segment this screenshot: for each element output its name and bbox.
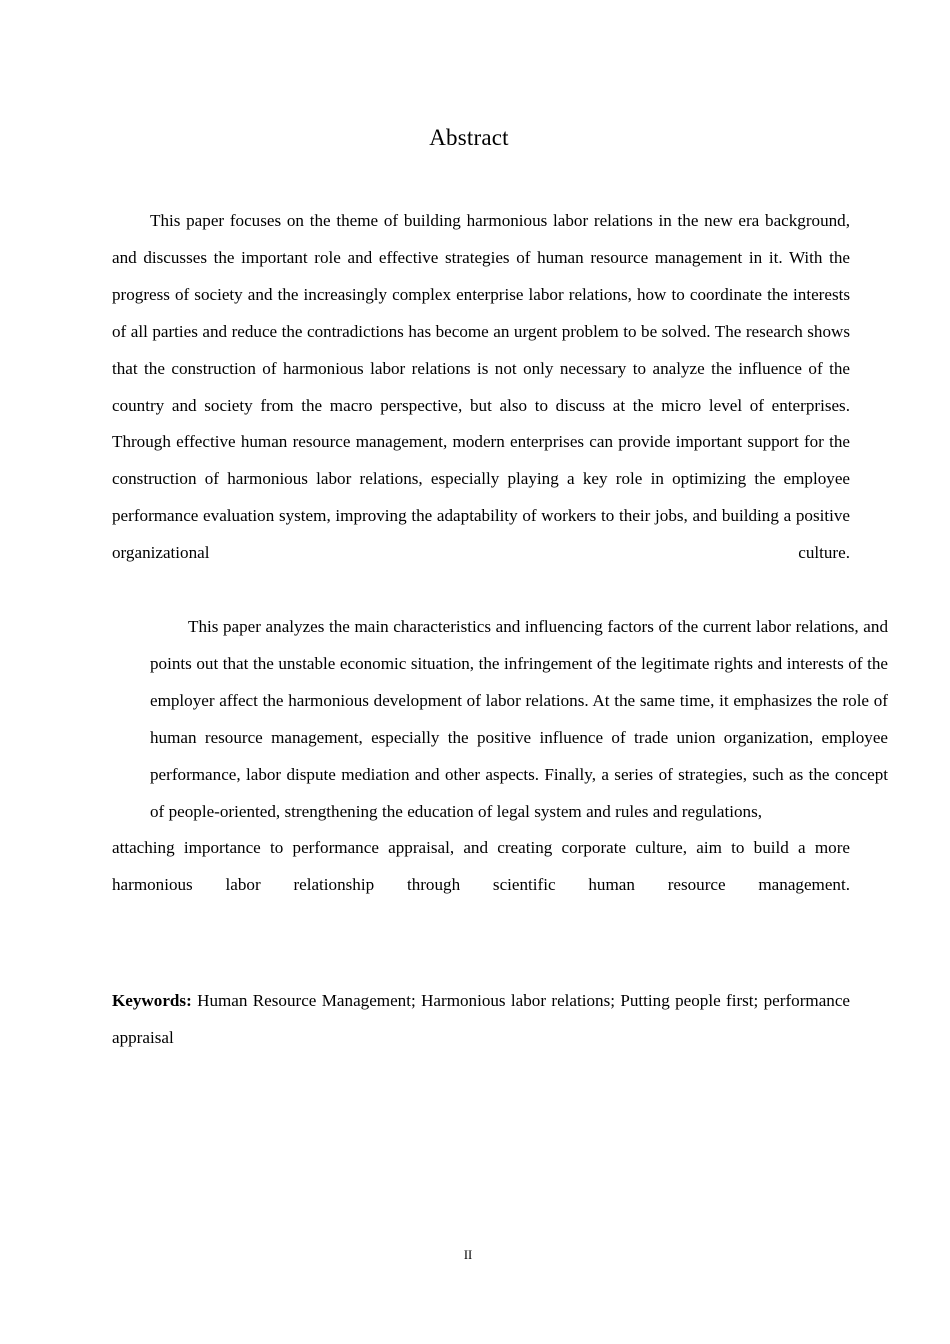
abstract-paragraph-1: This paper focuses on the theme of building harmonious labor relations in the new era background, and discusses the important role and effective strategies of human resource management in it. With the progress of society and the increasingly complex enterprise labor relations, how to coordinate the interests of all parties and reduce the contradictions has become an urgent problem to be solved. The research shows that the construction of harmonious labor relations is not only necessary to analyze the influence of the country and society from the macro perspective, but also to discuss at the micro level of enterprises. Through effective human resource management, modern enterprises can provide important support for the construction of harmonious labor relations, especially playing a key role in optimizing the employee performance evaluation system, improving the adaptability of workers to their jobs, and building a positive organizational culture. <box>112 211 850 563</box>
abstract-paragraph-2-part-2: attaching importance to performance appraisal, and creating corporate culture, aim to build a more harmonious labor relationship through scientific human resource management. <box>112 838 850 895</box>
page-title: Abstract <box>429 125 509 150</box>
abstract-paragraph-2 <box>112 609 888 941</box>
keywords-value: Human Resource Management; Harmonious labor relations; Putting people first; performance appraisal <box>112 991 850 1048</box>
abstract-paragraph-2-part-1: This paper analyzes the main characteristics and influencing factors of the current labor relations, and points out that the unstable economic situation, the infringement of the legitimate rights and interests of the employer affect the harmonious development of labor relations. At the same time, it emphasizes the role of human resource management, especially the positive influence of trade union organization, employee performance, labor dispute mediation and other aspects. Finally, a series of strategies, such as the concept of people-oriented, strengthening the education of legal system and rules and regulations, <box>150 616 888 821</box>
keywords-block <box>112 941 850 1094</box>
abstract-body <box>112 203 888 1094</box>
keywords-label: Keywords: <box>112 991 192 1011</box>
page-number: II <box>463 1248 473 1262</box>
